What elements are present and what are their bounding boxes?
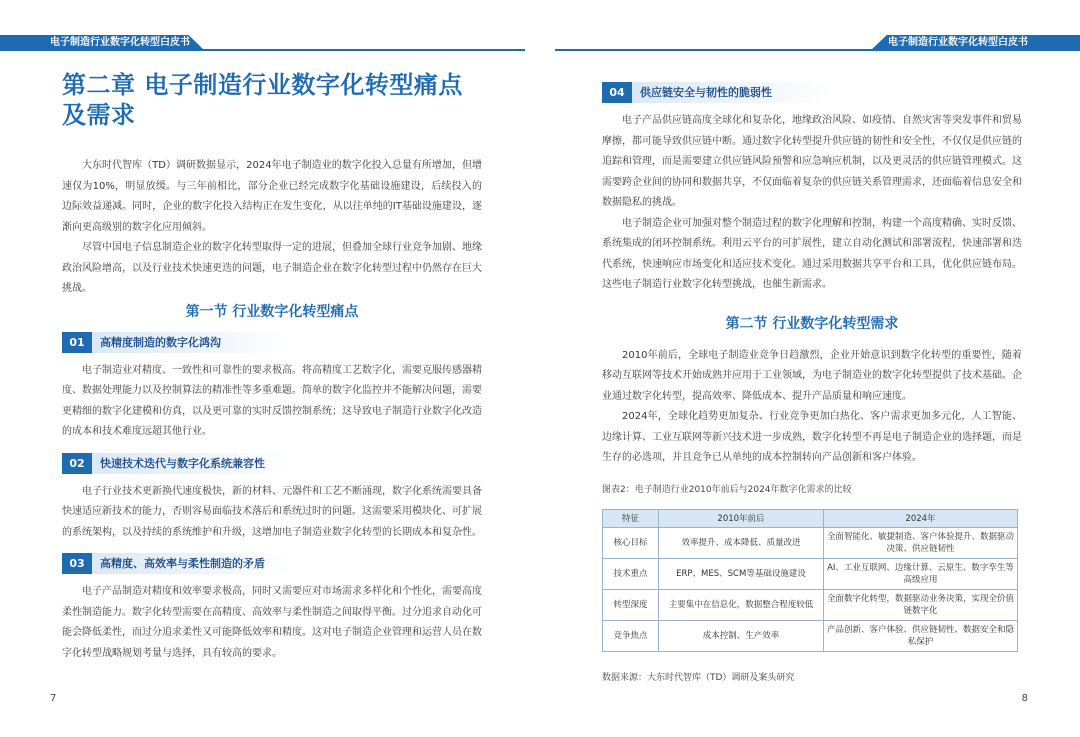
table-cell: 核心目标 [603,527,659,558]
table-row [603,527,1018,558]
subsection-title: 高精度制造的数字化鸿沟 [92,332,292,353]
comparison-table [602,509,1018,652]
subsection-title: 供应链安全与韧性的脆弱性 [632,82,832,103]
body-paragraph: 2010年前后，全球电子制造业竞争日趋激烈，企业开始意识到数字化转型的重要性，随着移动互联网等技术开始成熟并应用于工业领域，为电子制造业的数字化转型提供了技术基础。企业通过数字化转型，提高效率、降低成本、提升产品质量和响应速度。 [602,349,1022,402]
intro-paragraph: 大东时代智库（TD）调研数据显示，2024年电子制造业的数字化投入总量有所增加，但增速仅为10%，明显放缓。与三年前相比，部分企业已经完成数字化基础设施建设，后续投入的边际效益递减。同时，企业的数字化投入结构正在发生变化，从以往单纯的IT基础设施建设，逐渐向更高级别的数字化应用倾斜。 [62,160,482,233]
subsection-heading [602,82,1022,103]
subsection-text: 电子制造企业可加强对整个制造过程的数字化理解和控制，构建一个高度精确、实时反馈、系统集成的闭环控制系统。利用云平台的可扩展性，建立自动化测试和部署流程，快速部署和迭代系统，快速响应市场变化和适应技术变化。通过采用数据共享平台和工具，优化供应链布局。这些电子制造行业数字化转型挑战，也催生新需求。 [602,217,1022,290]
subsection-number: 04 [602,82,632,103]
section-title: 第二节 行业数字化转型需求 [725,315,899,332]
page-number-left: 7 [50,693,57,704]
table-cell: 技术重点 [603,558,659,589]
table-row [603,558,1018,589]
table-header-cell: 特征 [603,509,659,527]
table-header-row [603,509,1018,527]
chapter-title: 第二章 电子制造行业数字化转型痛点及需求 [62,71,463,129]
intro-paragraph: 尽管中国电子信息制造企业的数字化转型取得一定的进展，但叠加全球行业竞争加剧、地缘政治风险增高，以及行业技术快速更迭的问题，电子制造企业在数字化转型过程中仍然存在巨大挑战。 [62,242,482,294]
table-cell: 竞争焦点 [603,620,659,651]
table-cell: 主要集中在信息化，数据整合程度较低 [659,589,824,620]
table-cell: 产品创新、客户体验、供应链韧性、数据安全和隐私保护 [824,620,1018,651]
subsection-title: 高精度、高效率与柔性制造的矛盾 [92,553,292,574]
subsection-heading [62,332,482,353]
table-header-cell: 2024年 [824,509,1018,527]
subsection-number: 03 [62,553,92,574]
table-header-cell: 2010年前后 [659,509,824,527]
right-page [602,70,1022,683]
table-row [603,620,1018,651]
page-number-right: 8 [1021,693,1028,704]
table-caption: 图表2：电子制造行业2010年前后与2024年数字化需求的比较 [602,484,852,495]
table-cell: 转型深度 [603,589,659,620]
table-cell: ERP、MES、SCM等基础设施建设 [659,558,824,589]
running-header-right: 电子制造行业数字化转型白皮书 [888,37,1028,48]
left-page [62,70,482,664]
table-cell: 全面智能化、敏捷制造、客户体验提升、数据驱动决策、供应链韧性 [824,527,1018,558]
subsection-heading [62,453,482,474]
data-source-note: 数据来源：大东时代智库（TD）调研及案头研究 [602,672,795,683]
table-cell: 效率提升、成本降低、质量改进 [659,527,824,558]
table-row [603,589,1018,620]
table-cell: AI、工业互联网、边缘计算、云原生、数字孪生等高级应用 [824,558,1018,589]
table-cell: 全面数字化转型，数据驱动业务决策，实现全价值链数字化 [824,589,1018,620]
subsection-text: 电子行业技术更新换代速度极快，新的材料、元器件和工艺不断涌现，数字化系统需要具备快速适应新技术的能力，否则容易面临技术落后和系统过时的问题。这需要采用模块化、可扩展的系统架构，以及持续的系统维护和升级，这增加电子制造业数字化转型的长期成本和复杂性。 [62,485,482,538]
section-title: 第一节 行业数字化转型痛点 [185,303,359,320]
subsection-heading [62,553,482,574]
subsection-text: 电子制造业对精度、一致性和可靠性的要求极高。将高精度工艺数字化，需要克服传感器精度、数据处理能力以及控制算法的精准性等多重难题。简单的数字化监控并不能解决问题，需要更精细的数字化建模和仿真，以及更可靠的实时反馈控制系统；这导致电子制造行业数字化改造的成本和技术难度远超其他行业。 [62,364,482,437]
running-header-left: 电子制造行业数字化转型白皮书 [50,37,190,48]
body-paragraph: 2024年，全球化趋势更加复杂、行业竞争更加白热化、客户需求更加多元化，人工智能、边缘计算、工业互联网等新兴技术进一步成熟，数字化转型不再是电子制造企业的选择题，而是生存的必选项，并且竞争已从单纯的成本控制转向产品创新和客户体验。 [602,411,1022,463]
subsection-text: 电子产品制造对精度和效率要求极高，同时又需要应对市场需求多样化和个性化，需要高度柔性制造能力。数字化转型需要在高精度、高效率与柔性制造之间取得平衡。过分追求自动化可能会降低柔性，而过分追求柔性又可能降低效率和精度。这对电子制造企业管理和运营人员在数字化转型战略规划考量与选择，具有较高的要求。 [62,586,482,659]
subsection-number: 01 [62,332,92,353]
subsection-text: 电子产品供应链高度全球化和复杂化，地缘政治风险、如疫情、自然灾害等突发事件和贸易摩擦，都可能导致供应链中断。通过数字化转型提升供应链的韧性和安全性，不仅仅是供应链的追踪和管理，而是需要建立供应链风险预警和应急响应机制，以及更灵活的供应链管理模式。这需要跨企业间的协同和数据共享，不仅面临着复杂的供应链关系管理需求，还面临着信息安全和数据隐私的挑战。 [602,115,1022,208]
subsection-title: 快速技术迭代与数字化系统兼容性 [92,453,292,474]
table-cell: 成本控制、生产效率 [659,620,824,651]
subsection-number: 02 [62,453,92,474]
